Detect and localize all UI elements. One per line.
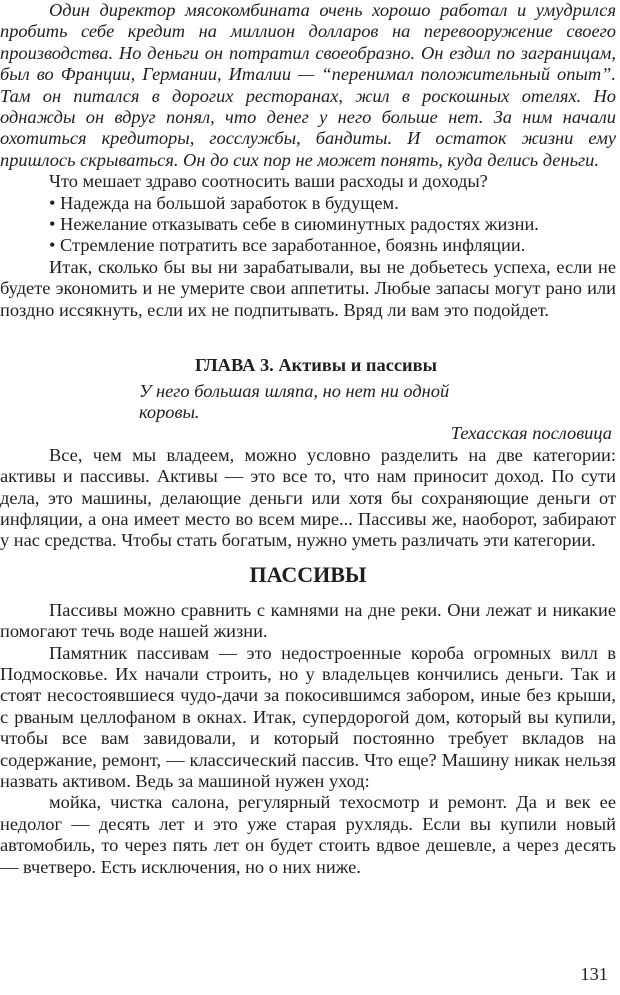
conclusion-paragraph: Итак, сколько бы вы ни зарабатывали, вы не добьетесь успеха, если не будете экономить и не умерите свои аппетиты. Любые запасы могут рано или поздно иссякнуть, если их не подпитывать. Вряд ли вам это подойдет. xyxy=(0,256,616,320)
passives-paragraph: мойка, чистка салона, регулярный техосмотр и ремонт. Да и век ее недолог — десять лет и это уже старая рухлядь. Если вы купили новый автомобиль, то через пять лет он будет стоить вдвое дешевле, а через десять — вчетверо. Есть исключения, но о них ниже. xyxy=(0,792,616,877)
question-paragraph: Что мешает здраво соотносить ваши расходы и доходы? xyxy=(49,171,488,192)
bullet-item: • Надежда на большой заработок в будущем. xyxy=(49,192,399,213)
epigraph-line: У него большая шляпа, но нет ни одной xyxy=(139,380,450,401)
epigraph-source: Техасская пословица xyxy=(450,423,612,444)
epigraph-line: коровы. xyxy=(139,401,200,422)
bullet-item: • Нежелание отказывать себе в сиюминутных радостях жизни. xyxy=(49,214,539,235)
chapter-intro-paragraph: Все, чем мы владеем, можно условно разделить на две категории: активы и пассивы. Активы — это все то, что нам приносит доход. По сути дела, это машины, делающие деньги или хотя бы сохраняющие деньги от инфляции, а она имеет место во всем мире... Пассивы же, наоборот, забирают у нас средства. Чтобы стать богатым, нужно уметь различать эти категории. xyxy=(0,444,616,551)
bullet-item: • Стремление потратить все заработанное, боязнь инфляции. xyxy=(49,235,526,256)
section-title: ПАССИВЫ xyxy=(249,561,367,587)
page-number: 131 xyxy=(580,964,608,984)
chapter-title: ГЛАВА 3. Активы и пассивы xyxy=(195,355,437,376)
passives-paragraph: Памятник пассивам — это недостроенные короба огромных вилл в Подмосковье. Их начали строить, но у владельцев кончились деньги. Так и стоят несостоявшиеся чудо-дачи за покосившимся забором, иные без крыши, с рваным целлофаном в окнах. Итак, супердорогой дом, который вы купили, чтобы все вам завидовали, и который постоянно требует вкладов на содержание, ремонт, — классический пассив. Что еще? Машину никак нельзя назвать активом. Ведь за машиной нужен уход: xyxy=(0,642,616,791)
intro-anecdote: Один директор мясокомбината очень хорошо работал и умудрился пробить себе кредит на миллион долларов на перевооружение своего производства. Но деньги он потратил своеобразно. Он ездил по заграницам, был во Франции, Германии, Италии — “перенимал положительный опыт”. Там он питался в дорогих ресторанах, жил в роскошных отелях. Но однажды он вдруг понял, что денег у него больше нет. За ним начали охотиться кредиторы, госслужбы, бандиты. И остаток жизни ему пришлось скрываться. Он до сих пор не может понять, куда делись деньги. xyxy=(0,0,616,170)
passives-paragraph: Пассивы можно сравнить с камнями на дне реки. Они лежат и никакие помогают течь воде нашей жизни. xyxy=(0,599,616,642)
